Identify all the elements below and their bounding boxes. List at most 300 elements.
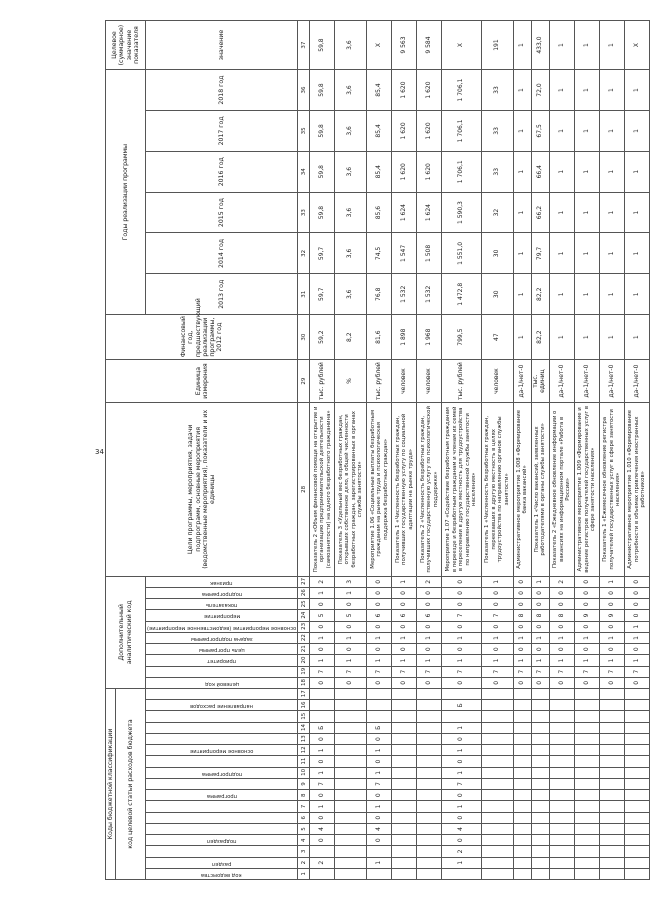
column-number: 29 (298, 360, 310, 403)
row-year-value: 1 (513, 70, 531, 111)
row-unit: да-1/нет-0 (550, 360, 575, 403)
code-cell: 6 (392, 610, 417, 621)
code-cell: 1 (575, 632, 600, 643)
code-cell (624, 711, 649, 722)
table-row (550, 21, 575, 880)
code-cell (575, 801, 600, 812)
code-cell (531, 835, 550, 846)
column-number: 26 (298, 587, 310, 598)
header-code-col (146, 655, 298, 666)
code-cell (442, 711, 481, 722)
code-cell (335, 767, 367, 778)
row-description: Показатель 2 «Ежедневное обновление информации о вакансиях на информационном портале «Работа в России» (550, 403, 575, 577)
code-cell (481, 767, 513, 778)
code-cell (513, 823, 531, 834)
code-cell: 0 (600, 599, 625, 610)
code-cell (417, 790, 442, 801)
code-cell: 0 (624, 644, 649, 655)
row-year-value: 59,8 (310, 192, 335, 233)
row-unit: тыс. рублей (310, 360, 335, 403)
row-unit: человек (417, 360, 442, 403)
header-code-col (146, 835, 298, 846)
column-number: 25 (298, 599, 310, 610)
code-cell: 1 (310, 801, 335, 812)
header-code-col (146, 790, 298, 801)
code-cell (624, 745, 649, 756)
code-cell: 0 (550, 587, 575, 598)
code-cell: 0 (417, 587, 442, 598)
row-unit: тыс. рублей (442, 360, 481, 403)
header-code-col (146, 733, 298, 744)
header-code-col (146, 621, 298, 632)
column-number: 34 (298, 151, 310, 192)
code-cell: 7 (417, 666, 442, 677)
code-cell: 0 (310, 733, 335, 744)
row-year-value: 1 620 (392, 110, 417, 151)
column-number: 7 (298, 801, 310, 812)
code-cell (575, 745, 600, 756)
table-row (624, 21, 649, 880)
code-cell (575, 689, 600, 700)
code-cell: 0 (310, 599, 335, 610)
code-cell (600, 857, 625, 868)
code-cell: 0 (575, 644, 600, 655)
row-year-value: 1 (550, 192, 575, 233)
row-value-2012: 1 (550, 315, 575, 360)
code-cell (624, 778, 649, 789)
code-cell: 1 (367, 767, 392, 778)
row-year-value: 1 551,0 (442, 233, 481, 274)
code-cell: 1 (442, 722, 481, 733)
code-cell: 7 (600, 666, 625, 677)
row-description: Показатель 1 «Число вакансий, заявленных работодателями в органы службы занятости» (531, 403, 550, 577)
code-cell: 0 (531, 677, 550, 688)
code-cell (481, 857, 513, 868)
column-number: 31 (298, 274, 310, 315)
code-cell: 0 (367, 599, 392, 610)
code-cell (531, 846, 550, 857)
code-cell (513, 733, 531, 744)
code-cell: 1 (575, 655, 600, 666)
header-final-value: значение (146, 21, 298, 70)
row-year-value: 74,5 (367, 233, 392, 274)
code-cell: 0 (392, 621, 417, 632)
code-cell: 7 (531, 666, 550, 677)
code-cell: 0 (335, 599, 367, 610)
code-cell (550, 767, 575, 778)
row-year-value: 1 (513, 233, 531, 274)
header-year: 2016 год (146, 151, 298, 192)
code-cell (481, 711, 513, 722)
code-cell (481, 801, 513, 812)
column-number: 6 (298, 812, 310, 823)
row-year-value: 1 (624, 110, 649, 151)
header-code-col-label: показатель (206, 602, 238, 609)
code-cell (392, 700, 417, 711)
row-year-value: 1 (600, 233, 625, 274)
header-code-col-label: код ведомства (201, 871, 243, 878)
code-cell (392, 745, 417, 756)
header-code-col (146, 576, 298, 587)
code-cell (335, 745, 367, 756)
column-number: 2 (298, 857, 310, 868)
row-unit: да-1/нет-0 (600, 360, 625, 403)
header-year: 2013 год (146, 274, 298, 315)
code-cell: 1 (600, 655, 625, 666)
code-cell: 0 (513, 677, 531, 688)
table-row (335, 21, 367, 880)
row-year-value: 1 620 (417, 151, 442, 192)
code-cell: Б (367, 722, 392, 733)
code-cell (392, 801, 417, 812)
row-description: Показатель 1 «Ежемесячное обновление регистра получателей государственных услуг в сфере занятости населения» (600, 403, 625, 577)
code-cell: 0 (367, 587, 392, 598)
code-cell (335, 868, 367, 879)
header-year: 2014 год (146, 233, 298, 274)
column-number: 28 (298, 403, 310, 577)
code-cell (600, 767, 625, 778)
code-cell: 0 (575, 599, 600, 610)
table-row (575, 21, 600, 880)
code-cell (575, 868, 600, 879)
code-cell (513, 835, 531, 846)
code-cell: 0 (442, 790, 481, 801)
header-code-col (146, 846, 298, 857)
row-year-value: 79,7 (531, 233, 550, 274)
code-cell (550, 778, 575, 789)
code-cell: Б (310, 722, 335, 733)
row-year-value: 66,2 (531, 192, 550, 233)
row-year-value: 1 624 (417, 192, 442, 233)
header-code-col (146, 767, 298, 778)
code-cell: 7 (367, 666, 392, 677)
code-cell (417, 823, 442, 834)
column-number: 17 (298, 689, 310, 700)
header-code-col (146, 677, 298, 688)
code-cell: 0 (513, 621, 531, 632)
code-cell (481, 722, 513, 733)
column-number: 37 (298, 21, 310, 70)
row-year-value: 3,6 (335, 151, 367, 192)
code-cell: 0 (600, 587, 625, 598)
code-cell (335, 812, 367, 823)
code-cell (531, 801, 550, 812)
row-unit: % (335, 360, 367, 403)
row-final-value: 59,8 (310, 21, 335, 70)
row-year-value: 1 547 (392, 233, 417, 274)
column-number: 11 (298, 756, 310, 767)
row-year-value: 1 (575, 70, 600, 111)
row-year-value: 1 (624, 192, 649, 233)
row-final-value: 9 584 (417, 21, 442, 70)
row-value-2012: 82,2 (531, 315, 550, 360)
row-year-value: 3,6 (335, 233, 367, 274)
code-cell (513, 846, 531, 857)
code-cell (575, 733, 600, 744)
column-number: 35 (298, 110, 310, 151)
code-cell: 0 (624, 587, 649, 598)
header-code-col-label: признак (210, 579, 234, 586)
code-cell: 0 (367, 576, 392, 587)
header-code-col-label: программа (206, 793, 237, 800)
code-cell: 7 (481, 610, 513, 621)
row-final-value: 1 (575, 21, 600, 70)
header-expense-code: код целевой статьи расходов бюджета (116, 689, 146, 880)
code-cell (513, 812, 531, 823)
code-cell: 1 (310, 632, 335, 643)
row-year-value: 3,6 (335, 70, 367, 111)
row-value-2012: 1 968 (417, 315, 442, 360)
code-cell: 0 (310, 790, 335, 801)
code-cell (513, 801, 531, 812)
row-value-2012: 1 (513, 315, 531, 360)
code-cell (481, 846, 513, 857)
row-year-value: 33 (481, 110, 513, 151)
row-value-2012: 81,6 (367, 315, 392, 360)
code-cell: 0 (513, 599, 531, 610)
code-cell: 1 (513, 632, 531, 643)
code-cell (310, 711, 335, 722)
header-code-col (146, 644, 298, 655)
row-year-value: 3,6 (335, 110, 367, 151)
code-cell (392, 868, 417, 879)
code-cell: 0 (481, 587, 513, 598)
code-cell: 0 (442, 644, 481, 655)
column-number: 24 (298, 610, 310, 621)
code-cell (513, 689, 531, 700)
code-cell (550, 846, 575, 857)
code-cell (575, 823, 600, 834)
code-cell (481, 756, 513, 767)
code-cell: 0 (392, 587, 417, 598)
row-year-value: 1 (575, 274, 600, 315)
header-code-col-label: мероприятие (203, 613, 240, 620)
code-cell: 1 (531, 655, 550, 666)
code-cell (600, 711, 625, 722)
code-cell: 2 (310, 857, 335, 868)
code-cell (335, 857, 367, 868)
column-number: 32 (298, 233, 310, 274)
row-year-value: 1 590,3 (442, 192, 481, 233)
header-code-col (146, 756, 298, 767)
code-cell (600, 823, 625, 834)
row-year-value: 1 (575, 151, 600, 192)
code-cell (600, 700, 625, 711)
code-cell: 1 (442, 801, 481, 812)
code-cell (575, 711, 600, 722)
code-cell: 1 (367, 801, 392, 812)
row-year-value: 1 (513, 151, 531, 192)
row-year-value: 1 (600, 110, 625, 151)
row-year-value: 1 (550, 70, 575, 111)
row-year-value: 30 (481, 233, 513, 274)
row-value-2012: 8,2 (335, 315, 367, 360)
code-cell: 1 (392, 655, 417, 666)
code-cell: 7 (442, 666, 481, 677)
header-code-col-label: подпрограмма (201, 770, 242, 777)
code-cell (417, 846, 442, 857)
code-cell (513, 700, 531, 711)
code-cell: 1 (600, 632, 625, 643)
code-cell: 0 (367, 812, 392, 823)
row-value-2012: 59,2 (310, 315, 335, 360)
row-final-value: X (367, 21, 392, 70)
code-cell (624, 689, 649, 700)
column-number: 9 (298, 778, 310, 789)
row-year-value: 1 532 (392, 274, 417, 315)
code-cell: 7 (550, 666, 575, 677)
code-cell (531, 689, 550, 700)
row-year-value: 85,4 (367, 110, 392, 151)
column-number: 10 (298, 767, 310, 778)
code-cell (531, 868, 550, 879)
code-cell: 0 (367, 790, 392, 801)
code-cell (624, 767, 649, 778)
row-final-value: 191 (481, 21, 513, 70)
code-cell: 0 (335, 644, 367, 655)
code-cell: 5 (310, 610, 335, 621)
code-cell (624, 700, 649, 711)
code-cell: 0 (417, 621, 442, 632)
code-cell: 0 (417, 599, 442, 610)
code-cell: 4 (367, 823, 392, 834)
code-cell (417, 756, 442, 767)
row-year-value: 32 (481, 192, 513, 233)
column-number: 8 (298, 790, 310, 801)
code-cell: 1 (367, 745, 392, 756)
row-year-value: 1 706,1 (442, 151, 481, 192)
code-cell: 2 (550, 576, 575, 587)
row-year-value: 1 (550, 151, 575, 192)
header-unit: Единица измерения (106, 360, 298, 403)
code-cell: 1 (310, 655, 335, 666)
code-cell (550, 733, 575, 744)
code-cell: 0 (575, 677, 600, 688)
row-year-value: 1 532 (417, 274, 442, 315)
code-cell (335, 790, 367, 801)
code-cell: 7 (575, 666, 600, 677)
code-cell: 0 (310, 835, 335, 846)
header-code-col (146, 868, 298, 879)
code-cell (481, 868, 513, 879)
code-cell: 1 (531, 632, 550, 643)
code-cell (310, 700, 335, 711)
code-cell: 0 (481, 644, 513, 655)
row-unit: да-1/нет-0 (575, 360, 600, 403)
row-description: Административное мероприятие 1.010 «Формирование потребности в объемах привлечения иностранных работников» (624, 403, 649, 577)
code-cell: 1 (442, 857, 481, 868)
column-number: 23 (298, 621, 310, 632)
code-cell: 1 (624, 621, 649, 632)
code-cell (550, 722, 575, 733)
row-description: Мероприятие 1.07 «Содействие безработным гражданам в переезде и безработным гражданам и членам их семей в переселении в другую местность для трудоустройства по направлению государственной службы занятости населения» (442, 403, 481, 577)
code-cell (513, 868, 531, 879)
code-cell: 1 (550, 632, 575, 643)
code-cell: 0 (442, 835, 481, 846)
code-cell: 0 (335, 621, 367, 632)
code-cell (335, 756, 367, 767)
code-cell (335, 689, 367, 700)
code-cell: 0 (624, 610, 649, 621)
code-cell (531, 700, 550, 711)
row-year-value: 1 (600, 70, 625, 111)
code-cell (600, 790, 625, 801)
code-cell (417, 711, 442, 722)
header-code-col (146, 610, 298, 621)
code-cell (481, 812, 513, 823)
header-years-group: Годы реализации программы (106, 70, 146, 315)
code-cell (481, 790, 513, 801)
row-year-value: 59,8 (310, 151, 335, 192)
header-code-col-label: основное мероприятие (190, 748, 254, 755)
row-year-value: 1 (600, 274, 625, 315)
row-year-value: 1 (513, 110, 531, 151)
code-cell: 0 (575, 587, 600, 598)
code-cell (417, 745, 442, 756)
header-code-col-label: раздел (212, 860, 232, 867)
row-year-value: 85,6 (367, 192, 392, 233)
row-year-value: 1 (575, 192, 600, 233)
header-code-col (146, 711, 298, 722)
rotated-table-wrapper (105, 20, 650, 880)
code-cell (310, 689, 335, 700)
header-code-col (146, 632, 298, 643)
code-cell: 0 (600, 644, 625, 655)
code-cell: 0 (310, 812, 335, 823)
row-final-value: 9 563 (392, 21, 417, 70)
code-cell (624, 823, 649, 834)
code-cell: 0 (624, 576, 649, 587)
row-year-value: 1 472,8 (442, 274, 481, 315)
code-cell: 0 (442, 599, 481, 610)
code-cell: 0 (367, 644, 392, 655)
table-row (442, 21, 481, 880)
code-cell (550, 711, 575, 722)
row-unit: да-1/нет-0 (624, 360, 649, 403)
code-cell (575, 767, 600, 778)
code-cell (624, 868, 649, 879)
code-cell (531, 857, 550, 868)
column-number: 33 (298, 192, 310, 233)
code-cell: 7 (392, 666, 417, 677)
code-cell (392, 790, 417, 801)
code-cell: 1 (367, 655, 392, 666)
code-cell (481, 835, 513, 846)
row-description: Показатель 1 «Численность безработных граждан, получивших государственную услугу по социальной адаптации на рынке труда» (392, 403, 417, 577)
code-cell: 1 (367, 632, 392, 643)
header-code-col (146, 857, 298, 868)
code-cell: 0 (442, 576, 481, 587)
code-cell (392, 733, 417, 744)
code-cell: 1 (442, 632, 481, 643)
code-cell (335, 778, 367, 789)
code-cell (531, 745, 550, 756)
code-cell (531, 778, 550, 789)
row-year-value: 1 (550, 110, 575, 151)
code-cell (600, 722, 625, 733)
code-cell (575, 778, 600, 789)
row-year-value: 3,6 (335, 274, 367, 315)
code-cell (513, 756, 531, 767)
column-number: 5 (298, 823, 310, 834)
code-cell (481, 778, 513, 789)
row-year-value: 1 (575, 110, 600, 151)
code-cell: 8 (550, 610, 575, 621)
code-cell (513, 711, 531, 722)
code-cell (600, 846, 625, 857)
table-row (417, 21, 442, 880)
code-cell (310, 846, 335, 857)
